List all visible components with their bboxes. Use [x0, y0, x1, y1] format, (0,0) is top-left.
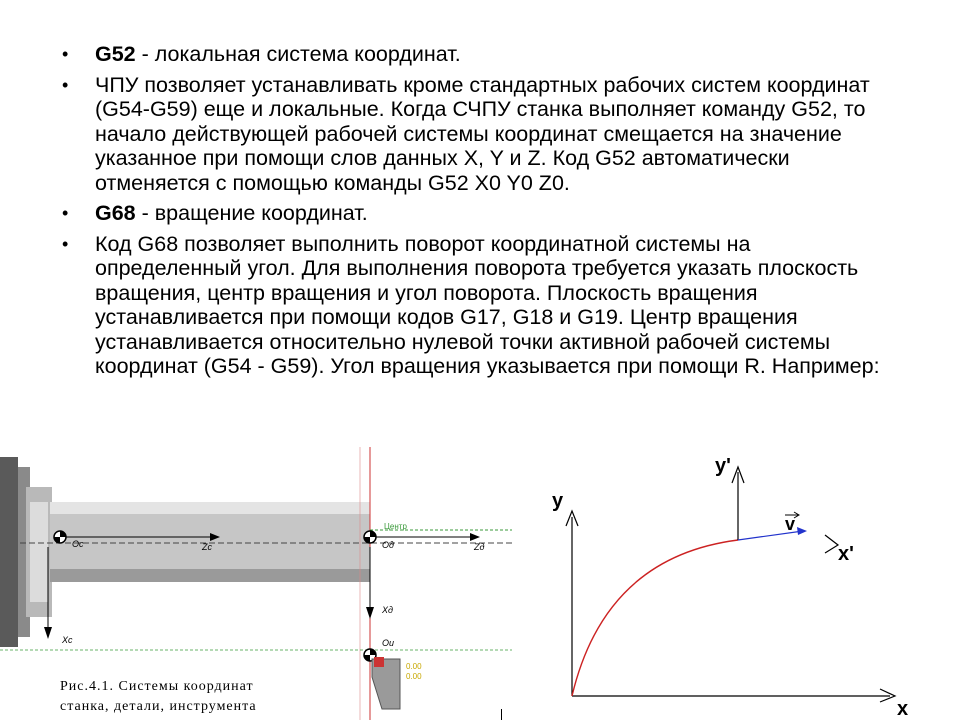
label-val2: 0.00: [406, 672, 422, 681]
figure-caption-line2: станка, детали, инструмента: [60, 699, 257, 714]
bullet-item-g52: [58, 42, 898, 67]
bullet-dot-icon: •: [62, 203, 69, 223]
label-xd: Xд: [382, 605, 393, 615]
xc-arrowhead-icon: [44, 627, 52, 639]
chuck-back: [0, 457, 18, 647]
lathe-coordinate-figure: [0, 447, 512, 720]
rotation-arc: [572, 540, 738, 696]
bullet-item-g68: [58, 201, 898, 226]
label-val1: 0.00: [406, 662, 422, 671]
bullet-dot-icon: •: [62, 233, 69, 254]
bullet-text: - локальная система координат.: [135, 42, 461, 66]
label-oc: Oс: [72, 539, 84, 549]
chuck-jaw-highlight: [30, 502, 48, 602]
label-center: Центр: [384, 522, 407, 531]
label-zd: Zд: [474, 542, 485, 552]
origin-oi-quarter-2: [364, 655, 370, 661]
rotation-diagram: [535, 447, 930, 720]
workpiece-highlight: [50, 502, 370, 514]
workpiece-shadow: [50, 569, 370, 582]
velocity-arrowhead-icon: [797, 527, 807, 535]
bullet-bold: G68: [95, 201, 136, 225]
origin-od-quarter: [370, 531, 376, 537]
label-oi: Oи: [382, 638, 395, 648]
label-y: y: [552, 490, 564, 512]
zd-arrowhead-icon: [470, 533, 480, 541]
xd-arrowhead-icon: [366, 607, 374, 619]
label-y-prime: y': [715, 455, 731, 477]
bullet-bold: G52: [95, 42, 136, 66]
label-x-prime: x': [838, 543, 854, 565]
label-od: Oд: [382, 540, 394, 550]
label-xc: Xс: [62, 635, 73, 645]
slide-tick-mark: [501, 709, 502, 720]
label-x: x: [897, 698, 909, 720]
x-prime-arrowhead-icon: [825, 535, 838, 553]
bullet-text: Код G68 позволяет выполнить поворот координатной системы на определенный угол. Для выполнения поворота требуется указать плоскость вращения, центр вращения и угол поворота. Плоскость вращения устанавливается при помощи кодов G17, G18 и G19. Центр вращения устанавливается относительно нулевой точки активной рабочей системы координат (G54 - G59). Угол вращения указывается при помощи R. Например:: [95, 231, 880, 378]
bullet-item-g68-description: [58, 232, 898, 379]
bullet-text: ЧПУ позволяет устанавливать кроме стандартных рабочих систем координат (G54-G59) еще и локальные. Когда СЧПУ станка выполняет команду G52, то начало действующей рабочей системы координат смещается на значение указанное при помощи слов данных X, Y и Z. Код G52 автоматически отменяется с помощью команды G52 X0 Y0 Z0.: [95, 72, 870, 195]
figure-caption-line1: Рис.4.1. Системы координат: [60, 679, 254, 694]
tool-tip-marker: [374, 657, 384, 667]
label-v: v: [785, 514, 796, 534]
bullet-item-g52-description: [58, 73, 898, 196]
bullet-dot-icon: •: [62, 44, 69, 64]
bullet-dot-icon: •: [62, 74, 69, 95]
label-zc: Zс: [202, 542, 212, 552]
bullet-text: - вращение координат.: [135, 201, 368, 225]
bullet-list: [58, 42, 898, 385]
